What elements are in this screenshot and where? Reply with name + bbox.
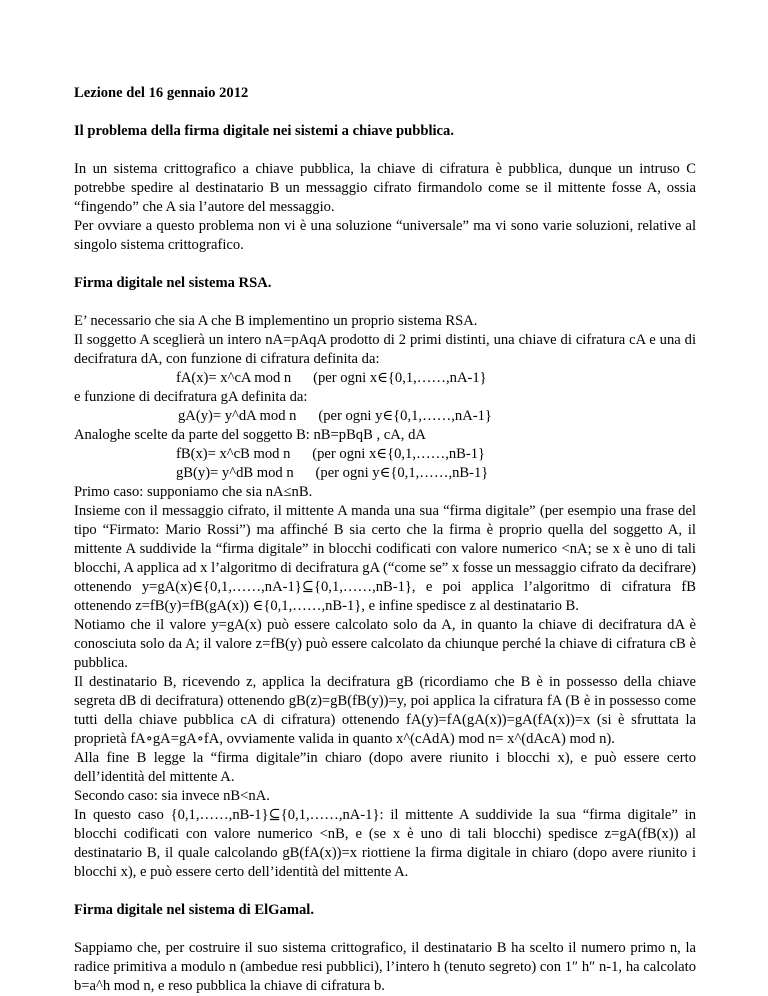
rsa-equation-fa: fA(x)= x^cA mod n (per ogni x∈{0,1,……,nA-1} xyxy=(176,370,487,386)
rsa-equation-ga: gA(y)= y^dA mod n (per ogni y∈{0,1,……,nA-1} xyxy=(178,408,492,424)
rsa-equation-fb: fB(x)= x^cB mod n (per ogni x∈{0,1,……,nB-1} xyxy=(176,446,486,462)
intro-paragraph-2: Per ovviare a questo problema non vi è una soluzione “universale” ma vi sono varie soluzioni, relative al singolo sistema crittografico. xyxy=(74,218,696,253)
rsa-case-1: Primo caso: supponiamo che sia nA≤nB. xyxy=(74,484,313,500)
elgamal-paragraph-1: Sappiamo che, per costruire il suo sistema crittografico, il destinatario B ha scelto il numero primo n, la radice primitiva a modulo n (ambedue resi pubblici), l’intero h (tenuto segreto) con 1″ h″ n-1, ha calcolato b=a^h mod n, e reso pubblica la chiave di cifratura b. xyxy=(74,940,696,994)
rsa-line-2: Il soggetto A sceglierà un intero nA=pAqA prodotto di 2 primi distinti, una chiave di cifratura cA e una di decifratura dA, con funzione di cifratura definita da: xyxy=(74,332,696,367)
rsa-paragraph-3: Il destinatario B, ricevendo z, applica la decifratura gB (ricordiamo che B è in possesso della chiave segreta dB di decifratura) ottenendo gB(z)=gB(fB(y))=y, poi applica la cifratura fA (B è in possesso come tutti della chiave pubblica cA di cifratura) ottenendo fA(y)=fA(gA(x))=gA(fA(x))=x (si è sfruttata la proprietà fA∘gA=gA∘fA, ovviamente valida in quanto x^(cAdA) mod n= x^(dAcA) mod n). xyxy=(74,674,696,747)
intro-paragraph-1: In un sistema crittografico a chiave pubblica, la chiave di cifratura è pubblica, dunque un intruso C potrebbe spedire al destinatario B un messaggio cifrato firmandolo come se il mittente fosse A, ossia “fingendo” che A sia l’autore del messaggio. xyxy=(74,161,696,215)
rsa-paragraph-2: Notiamo che il valore y=gA(x) può essere calcolato solo da A, in quanto la chiave di decifratura dA è conosciuta solo da A; il valore z=fB(y) può essere calcolato da chiunque perché la chiave di cifratura cB è pubblica. xyxy=(74,617,696,671)
rsa-paragraph-5: In questo caso {0,1,……,nB-1}⊆{0,1,……,nA-1}: il mittente A suddivide la sua “firma digitale” in blocchi codificati con valore numerico <nB, e (se x è uno di tali blocchi) spedisce z=gA(fB(x)) al destinatario B, il quale calcolando gB(fA(x))=x riottiene la firma digitale in chiaro (dopo avere riunito i blocchi x), e può essere certo dell’identità del mittente A. xyxy=(74,807,696,880)
document-title: Il problema della firma digitale nei sistemi a chiave pubblica. xyxy=(74,123,454,139)
rsa-line-4: Analoghe scelte da parte del soggetto B: nB=pBqB , cA, dA xyxy=(74,427,426,443)
rsa-heading: Firma digitale nel sistema RSA. xyxy=(74,275,272,291)
rsa-line-3: e funzione di decifratura gA definita da: xyxy=(74,389,308,405)
rsa-paragraph-4: Alla fine B legge la “firma digitale”in chiaro (dopo avere riunito i blocchi x), e può essere certo dell’identità del mittente A. xyxy=(74,750,696,785)
rsa-equation-gb: gB(y)= y^dB mod n (per ogni y∈{0,1,……,nB-1} xyxy=(176,465,489,481)
rsa-paragraph-1: Insieme con il messaggio cifrato, il mittente A manda una sua “firma digitale” (per esempio una frase del tipo “Firmato: Mario Rossi”) ma affinché B sia certo che la firma è proprio quella del soggetto A, il mittente A suddivide la “firma digitale” in blocchi codificati con valore numerico <nA; se x è uno di tali blocchi, A applica ad x l’algoritmo di decifratura gA (“come se” x fosse un messaggio cifrato da decifrare) ottenendo y=gA(x)∈{0,1,……,nA-1}⊆{0,1,……,nB-1}, e poi applica l’algoritmo di cifratura fB ottenendo z=fB(y)=fB(gA(x)) ∈{0,1,……,nB-1}, e infine spedisce z al destinatario B. xyxy=(74,503,696,614)
rsa-line-1: E’ necessario che sia A che B implementino un proprio sistema RSA. xyxy=(74,313,478,329)
rsa-case-2: Secondo caso: sia invece nB<nA. xyxy=(74,788,270,804)
elgamal-heading: Firma digitale nel sistema di ElGamal. xyxy=(74,902,314,918)
lesson-date: Lezione del 16 gennaio 2012 xyxy=(74,85,249,101)
